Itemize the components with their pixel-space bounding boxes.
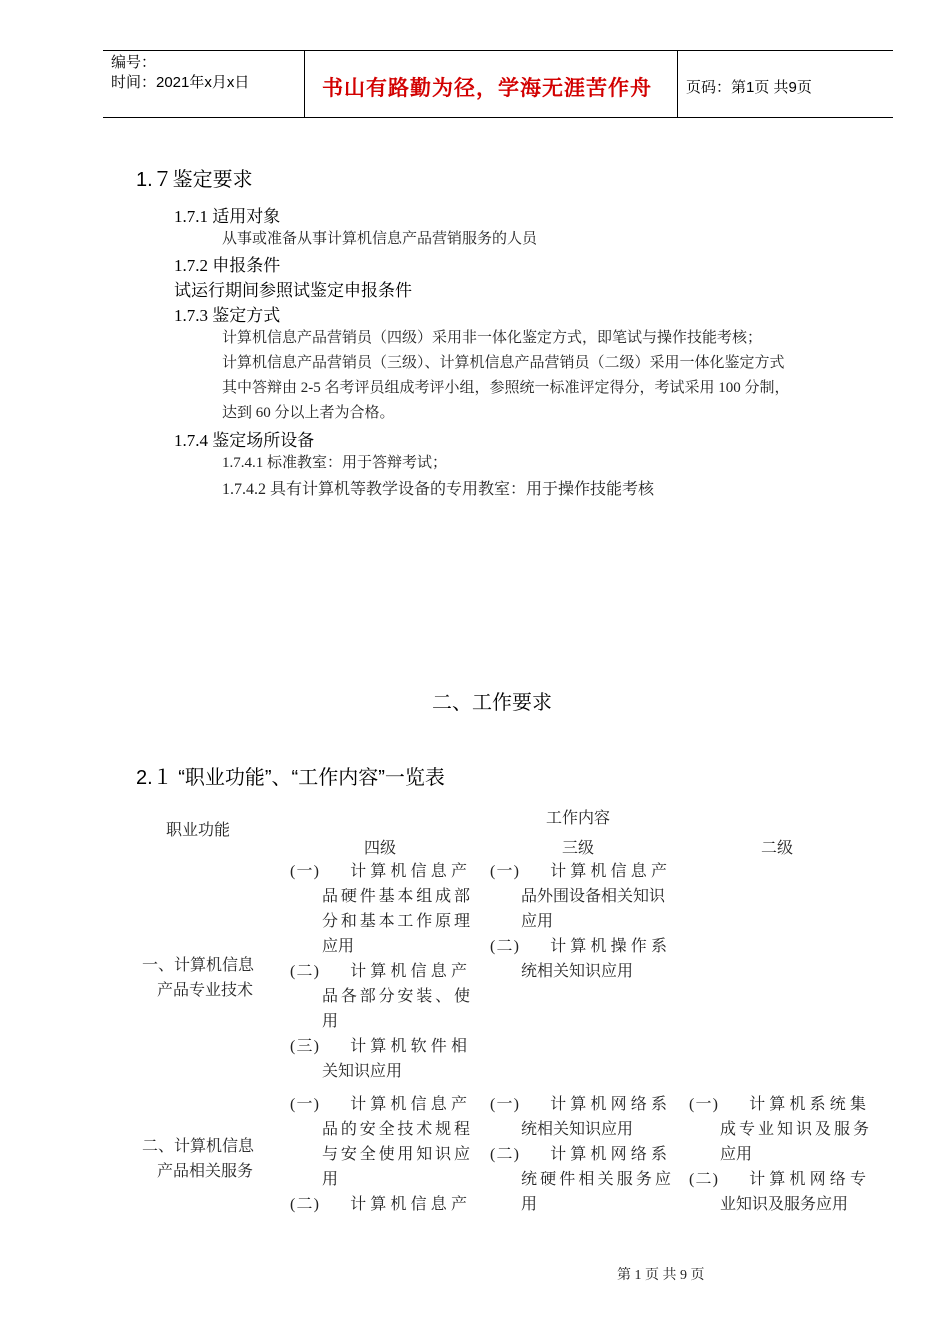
function-name: 产品专业技术 (157, 982, 254, 999)
content-item: (一) 计算机系统集 (689, 1096, 869, 1113)
subsection-body: 1.7.4.2 具有计算机等教学设备的专用教室：用于操作技能考核 (222, 481, 655, 498)
subsection-body: 计算机信息产品营销员（三级）、计算机信息产品营销员（二级）采用一体化鉴定方式 (222, 355, 785, 371)
content-item-cont: 关知识应用 (322, 1063, 403, 1080)
section-title: 1.７鉴定要求 (136, 169, 253, 191)
subsection-body: 达到 60 分以上者为合格。 (222, 405, 395, 421)
subsection-title: 1.7.1 适用对象 (174, 207, 281, 226)
column-header-content: 工作内容 (546, 810, 611, 827)
page-footer: 第 1 页 共 9 页 (617, 1268, 705, 1283)
header-top-rule (103, 50, 893, 51)
content-item-cont: 统相关知识应用 (521, 963, 634, 980)
document-number-label: 编号： (111, 54, 157, 71)
content-item-cont: 品硬件基本组成部 分和基本工作原理 应用 (322, 888, 470, 955)
content-item-cont: 品各部分安装、使 用 (322, 988, 470, 1030)
content-item: (二) 计算机信息产 (290, 963, 470, 980)
content-item: (二) 计算机网络专 (689, 1171, 869, 1188)
header-divider-right (677, 50, 678, 117)
subsection-body: 试运行期间参照试鉴定申报条件 (174, 281, 412, 300)
column-header-function: 职业功能 (166, 822, 231, 839)
subsection-body: 其中答辩由 2-5 名考评员组成考评小组，参照统一标准评定得分，考试采用 100 分制， (222, 380, 790, 396)
function-name: 产品相关服务 (157, 1163, 254, 1180)
function-name: 一、计算机信息 (142, 957, 255, 974)
header-bottom-rule (103, 117, 893, 118)
subsection-title: 1.7.2 申报条件 (174, 256, 281, 275)
subsection-body: 1.7.4.1 标准教室：用于答辩考试； (222, 455, 448, 471)
document-date-label: 时间：2021年x月x日 (111, 74, 250, 91)
column-header-level-2: 二级 (761, 840, 794, 857)
content-item-cont: 品外围设备相关知识 应用 (521, 888, 666, 930)
content-item: (一) 计算机信息产 (490, 863, 670, 880)
header-page-label: 页码：第1页 共9页 (686, 79, 812, 96)
subsection-body: 计算机信息产品营销员（四级）采用非一体化鉴定方式，即笔试与操作技能考核； (222, 330, 763, 346)
subsection-title: 1.7.3 鉴定方式 (174, 306, 281, 325)
chapter-title: 二、工作要求 (432, 692, 552, 714)
section-title: 2.１ “职业功能”、“工作内容”一览表 (136, 767, 445, 789)
content-item-cont: 统相关知识应用 (521, 1121, 634, 1138)
content-item-cont: 成专业知识及服务 应用 (720, 1121, 869, 1163)
column-header-level-4: 四级 (364, 840, 397, 857)
function-name: 二、计算机信息 (142, 1138, 255, 1155)
subsection-body: 从事或准备从事计算机信息产品营销服务的人员 (222, 231, 538, 247)
content-item: (二) 计算机网络系 (490, 1146, 670, 1163)
column-header-level-3: 三级 (562, 840, 595, 857)
content-item: (一) 计算机网络系 (490, 1096, 670, 1113)
subsection-title: 1.7.4 鉴定场所设备 (174, 431, 315, 450)
content-item: (三) 计算机软件相 (290, 1038, 470, 1055)
header-motto: 书山有路勤为径，学海无涯苦作舟 (322, 77, 652, 100)
content-item: (二) 计算机操作系 (490, 938, 670, 955)
content-item: (一) 计算机信息产 (290, 863, 470, 880)
content-item-cont: 品的安全技术规程 与安全使用知识应 用 (322, 1121, 470, 1188)
header-divider-left (304, 50, 305, 117)
content-item: (二) 计算机信息产 (290, 1196, 470, 1213)
content-item-cont: 统硬件相关服务应 用 (521, 1171, 671, 1213)
content-item-cont: 业知识及服务应用 (720, 1196, 849, 1213)
content-item: (一) 计算机信息产 (290, 1096, 470, 1113)
